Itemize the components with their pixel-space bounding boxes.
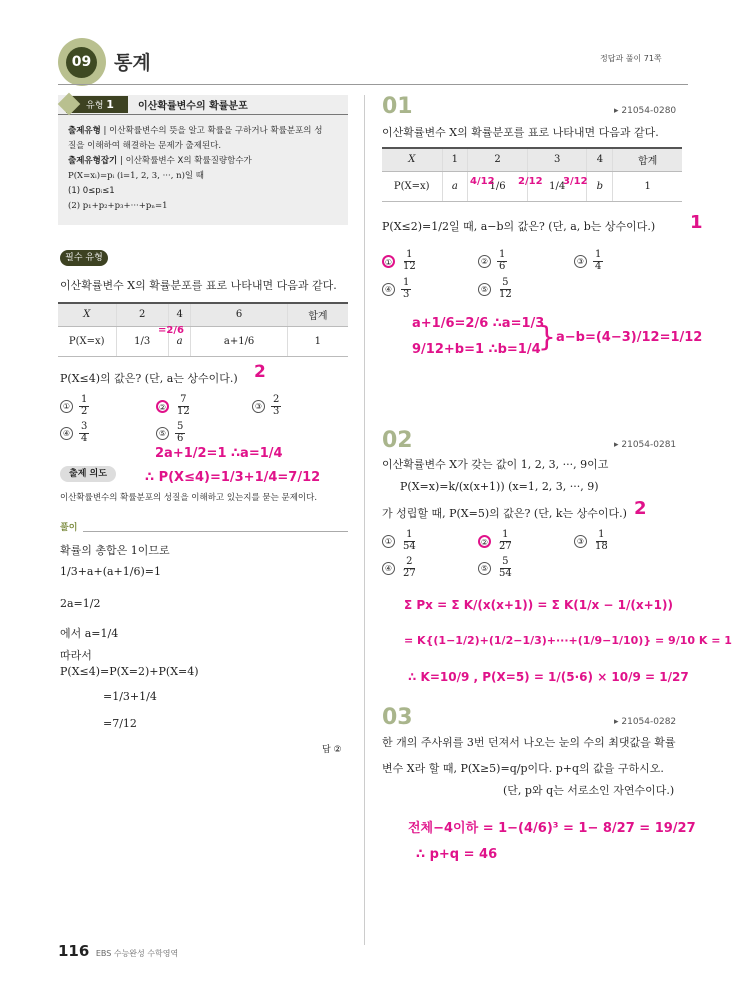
cell: 4 bbox=[587, 148, 613, 171]
q03-code: ▸ 21054-0282 bbox=[614, 717, 677, 727]
cell: 2 bbox=[116, 303, 168, 326]
cell: 합계 bbox=[287, 303, 348, 326]
frac-num: 1 bbox=[403, 277, 410, 288]
frac-num: 2 bbox=[406, 556, 413, 567]
hw-q01-cell1: 4/12 bbox=[470, 176, 495, 187]
frac-den: 12 bbox=[499, 288, 512, 300]
sol-line8: =7/12 bbox=[103, 717, 137, 730]
type-desc: 출제유형 | 이산확률변수의 뜻을 알고 확률을 구하거나 확률분포의 성 질을 이해하여 해결하는 문제가 출제된다. 출제유형잡기 | 이산확률변수 X의 확률질량함수가 P(X=xᵢ)=pᵢ (i=1, 2, 3, ···, n)일 때 (1) 0≤pᵢ≤1 (2) p₁+p₂+p₃+···+pₙ=1 bbox=[68, 124, 348, 214]
sol-line4: 에서 a=1/4 bbox=[60, 627, 119, 640]
option-number: ① bbox=[382, 255, 395, 268]
option-number: ② bbox=[156, 400, 169, 413]
hw-example-line2: ∴ P(X≤4)=1/3+1/4=7/12 bbox=[145, 470, 321, 485]
frac-den: 27 bbox=[403, 567, 416, 579]
book-title: EBS 수능완성 수학영역 bbox=[95, 949, 179, 958]
q03-line2: 변수 X라 할 때, P(X≥5)=q/p이다. p+q의 값을 구하시오. bbox=[382, 762, 664, 775]
hw-q01-result: a−b=(4−3)/12=1/12 bbox=[556, 330, 703, 345]
frac-den: 18 bbox=[595, 540, 608, 552]
q02-option-5[interactable] bbox=[478, 557, 516, 579]
type-line1b: 질을 이해하여 해결하는 문제가 출제된다. bbox=[68, 141, 222, 151]
option-number: ④ bbox=[382, 283, 395, 296]
frac-den: 2 bbox=[81, 405, 88, 417]
q01-option-1[interactable] bbox=[382, 250, 420, 272]
hw-q03-line2: ∴ p+q = 46 bbox=[416, 847, 498, 862]
cell: 6 bbox=[191, 303, 287, 326]
frac-den: 12 bbox=[177, 405, 190, 417]
q03-line1: 한 개의 주사위를 3번 던져서 나오는 눈의 수의 최댓값을 확률 bbox=[382, 736, 676, 749]
q02-formula: P(X=x)=k/(x(x+1)) (x=1, 2, 3, ···, 9) bbox=[400, 480, 599, 493]
chapter-badge-inner: 09 bbox=[66, 47, 97, 78]
example-table bbox=[58, 302, 348, 357]
frac-num: 3 bbox=[81, 421, 88, 432]
hw-q02-line1: Σ Px = Σ K/(x(x+1)) = Σ K(1/x − 1/(x+1)) bbox=[404, 598, 673, 612]
frac-den: 12 bbox=[403, 260, 416, 272]
frac-num: 5 bbox=[177, 421, 184, 432]
q01-code: ▸ 21054-0280 bbox=[614, 106, 677, 116]
example-question: P(X≤4)의 값은? (단, a는 상수이다.) bbox=[60, 372, 238, 385]
solution-header bbox=[60, 520, 348, 532]
type-cond2: (2) p₁+p₂+p₃+···+pₙ=1 bbox=[68, 201, 168, 211]
hw-q01-brace: } bbox=[538, 320, 556, 353]
option-number: ④ bbox=[382, 562, 395, 575]
q02-option-2[interactable] bbox=[478, 530, 516, 552]
cell: P(X=x) bbox=[58, 326, 116, 356]
option-number: ④ bbox=[60, 427, 73, 440]
q01-question: P(X≤2)=1/2일 때, a−b의 값은? (단, a, b는 상수이다.) bbox=[382, 220, 656, 233]
frac-den: 6 bbox=[499, 260, 506, 272]
cell: 1 bbox=[613, 171, 682, 201]
intent-badge: 출제 의도 bbox=[60, 466, 116, 482]
hw-q02-line3: ∴ K=10/9 , P(X=5) = 1/(5·6) × 10/9 = 1/27 bbox=[408, 670, 689, 684]
cell: X bbox=[58, 303, 116, 326]
hw-example-answer: 2 bbox=[254, 362, 266, 382]
cell: 1/6 bbox=[468, 171, 528, 201]
cell: 3 bbox=[527, 148, 587, 171]
hw-example-table-note: =2/6 bbox=[158, 325, 184, 336]
cell: a+1/6 bbox=[191, 326, 287, 356]
example-option-1[interactable] bbox=[60, 395, 91, 417]
q01-prompt: 이산확률변수 X의 확률분포를 표로 나타내면 다음과 같다. bbox=[382, 126, 659, 139]
example-option-5[interactable] bbox=[156, 422, 187, 444]
q01-number: 01 bbox=[382, 94, 413, 119]
sol-line7: =1/3+1/4 bbox=[103, 690, 157, 703]
frac-den: 3 bbox=[273, 405, 280, 417]
cell: P(X=x) bbox=[382, 171, 442, 201]
hw-example-line1: 2a+1/2=1 ∴a=1/4 bbox=[155, 446, 283, 461]
cell: a bbox=[442, 171, 468, 201]
required-type-badge: 필수 유형 bbox=[60, 250, 108, 266]
type-line2: 이산확률변수 X의 확률질량함수가 bbox=[125, 156, 252, 166]
type-line3: P(X=xᵢ)=pᵢ (i=1, 2, 3, ···, n)일 때 bbox=[68, 171, 205, 181]
q01-option-5[interactable] bbox=[478, 278, 516, 300]
option-number: ⑤ bbox=[478, 283, 491, 296]
answer-page-note: 정답과 풀이 71쪽 bbox=[600, 54, 662, 63]
example-prompt: 이산확률변수 X의 확률분포를 표로 나타내면 다음과 같다. bbox=[60, 279, 337, 292]
type-cond1: (1) 0≤pᵢ≤1 bbox=[68, 186, 115, 196]
cell: 2 bbox=[468, 148, 528, 171]
type-badge: 유형 1 bbox=[66, 96, 128, 113]
option-number: ⑤ bbox=[156, 427, 169, 440]
option-number: ① bbox=[382, 535, 395, 548]
frac-num: 1 bbox=[406, 249, 413, 260]
option-number: ③ bbox=[574, 255, 587, 268]
frac-den: 3 bbox=[403, 288, 410, 300]
solution-label: 풀이 bbox=[60, 523, 83, 533]
cell: 1 bbox=[442, 148, 468, 171]
q02-option-3[interactable] bbox=[574, 530, 612, 552]
cell: X bbox=[382, 148, 442, 171]
cell: 1/3 bbox=[116, 326, 168, 356]
frac-num: 2 bbox=[273, 394, 280, 405]
frac-num: 1 bbox=[499, 249, 506, 260]
type-line1-label: 출제유형 bbox=[68, 126, 101, 136]
q02-code: ▸ 21054-0281 bbox=[614, 440, 677, 450]
sol-line6: P(X≤4)=P(X=2)+P(X=4) bbox=[60, 665, 199, 678]
frac-num: 1 bbox=[406, 529, 413, 540]
q02-option-1[interactable] bbox=[382, 530, 420, 552]
cell: 1 bbox=[287, 326, 348, 356]
q01-option-2[interactable] bbox=[478, 250, 509, 272]
intent-text: 이산확률변수의 확률분포의 성질을 이해하고 있는지를 묻는 문제이다. bbox=[60, 493, 318, 503]
cell: b bbox=[587, 171, 613, 201]
cell: 합계 bbox=[613, 148, 682, 171]
q02-number: 02 bbox=[382, 428, 413, 453]
frac-num: 5 bbox=[502, 556, 509, 567]
cell: 1/4 bbox=[527, 171, 587, 201]
example-option-4[interactable] bbox=[60, 422, 91, 444]
frac-num: 7 bbox=[180, 394, 187, 405]
hw-q03-line1: 전체−4이하 = 1−(4/6)³ = 1− 8/27 = 19/27 bbox=[408, 821, 696, 836]
hw-q01-answer: 1 bbox=[690, 212, 703, 233]
option-number: ③ bbox=[574, 535, 587, 548]
q02-prompt: 이산확률변수 X가 갖는 값이 1, 2, 3, ···, 9이고 bbox=[382, 458, 609, 471]
type-line1a: 이산확률변수의 뜻을 알고 확률을 구하거나 확률분포의 성 bbox=[109, 126, 323, 136]
frac-den: 54 bbox=[499, 567, 512, 579]
frac-num: 5 bbox=[502, 277, 509, 288]
option-number: ② bbox=[478, 255, 491, 268]
chapter-header bbox=[58, 38, 658, 86]
option-number: ⑤ bbox=[478, 562, 491, 575]
footer bbox=[58, 942, 178, 960]
hw-q01-line2: 9/12+b=1 ∴b=1/4 bbox=[412, 342, 541, 357]
q03-number: 03 bbox=[382, 705, 413, 730]
sol-line1: 확률의 총합은 1이므로 bbox=[60, 544, 170, 557]
frac-num: 1 bbox=[81, 394, 88, 405]
q02-question: 가 성립할 때, P(X=5)의 값은? (단, k는 상수이다.) bbox=[382, 507, 627, 520]
q01-option-4[interactable] bbox=[382, 278, 413, 300]
frac-num: 1 bbox=[598, 529, 605, 540]
example-table-head bbox=[58, 303, 348, 326]
q01-option-3[interactable] bbox=[574, 250, 605, 272]
option-number: ① bbox=[60, 400, 73, 413]
q03-line3: (단, p와 q는 서로소인 자연수이다.) bbox=[503, 784, 675, 797]
example-option-2[interactable] bbox=[156, 395, 194, 417]
cell: a bbox=[168, 326, 191, 356]
page-number: 116 bbox=[58, 942, 90, 960]
q02-option-4[interactable] bbox=[382, 557, 420, 579]
frac-den: 54 bbox=[403, 540, 416, 552]
hw-q01-line1: a+1/6=2/6 ∴a=1/3 bbox=[412, 316, 545, 331]
column-divider bbox=[364, 95, 365, 945]
example-option-3[interactable] bbox=[252, 395, 283, 417]
frac-den: 4 bbox=[595, 260, 602, 272]
header-rule bbox=[58, 84, 688, 85]
hw-q02-answer: 2 bbox=[634, 498, 647, 519]
example-answer: 답 ② bbox=[322, 745, 342, 755]
frac-den: 4 bbox=[81, 432, 88, 444]
type-line2-label: 출제유형잡기 bbox=[68, 156, 118, 166]
q01-table-head bbox=[382, 148, 682, 171]
option-number: ② bbox=[478, 535, 491, 548]
frac-den: 27 bbox=[499, 540, 512, 552]
sol-line5: 따라서 bbox=[60, 649, 92, 662]
q01-table bbox=[382, 147, 682, 202]
hw-q01-cell3: 3/12 bbox=[563, 176, 588, 187]
frac-num: 1 bbox=[595, 249, 602, 260]
type-title: 이산확률변수의 확률분포 bbox=[138, 101, 248, 112]
frac-num: 1 bbox=[502, 529, 509, 540]
chapter-title: 통계 bbox=[114, 52, 151, 74]
hw-q01-cell2: 2/12 bbox=[518, 176, 543, 187]
cell: 4 bbox=[168, 303, 191, 326]
hw-q02-line2: = K{(1−1/2)+(1/2−1/3)+···+(1/9−1/10)} = 9/10 K = 1 bbox=[404, 634, 732, 647]
frac-den: 6 bbox=[177, 432, 184, 444]
option-number: ③ bbox=[252, 400, 265, 413]
sol-line3: 2a=1/2 bbox=[60, 597, 101, 610]
example-table-row bbox=[58, 326, 348, 356]
sol-line2: 1/3+a+(a+1/6)=1 bbox=[60, 565, 161, 578]
